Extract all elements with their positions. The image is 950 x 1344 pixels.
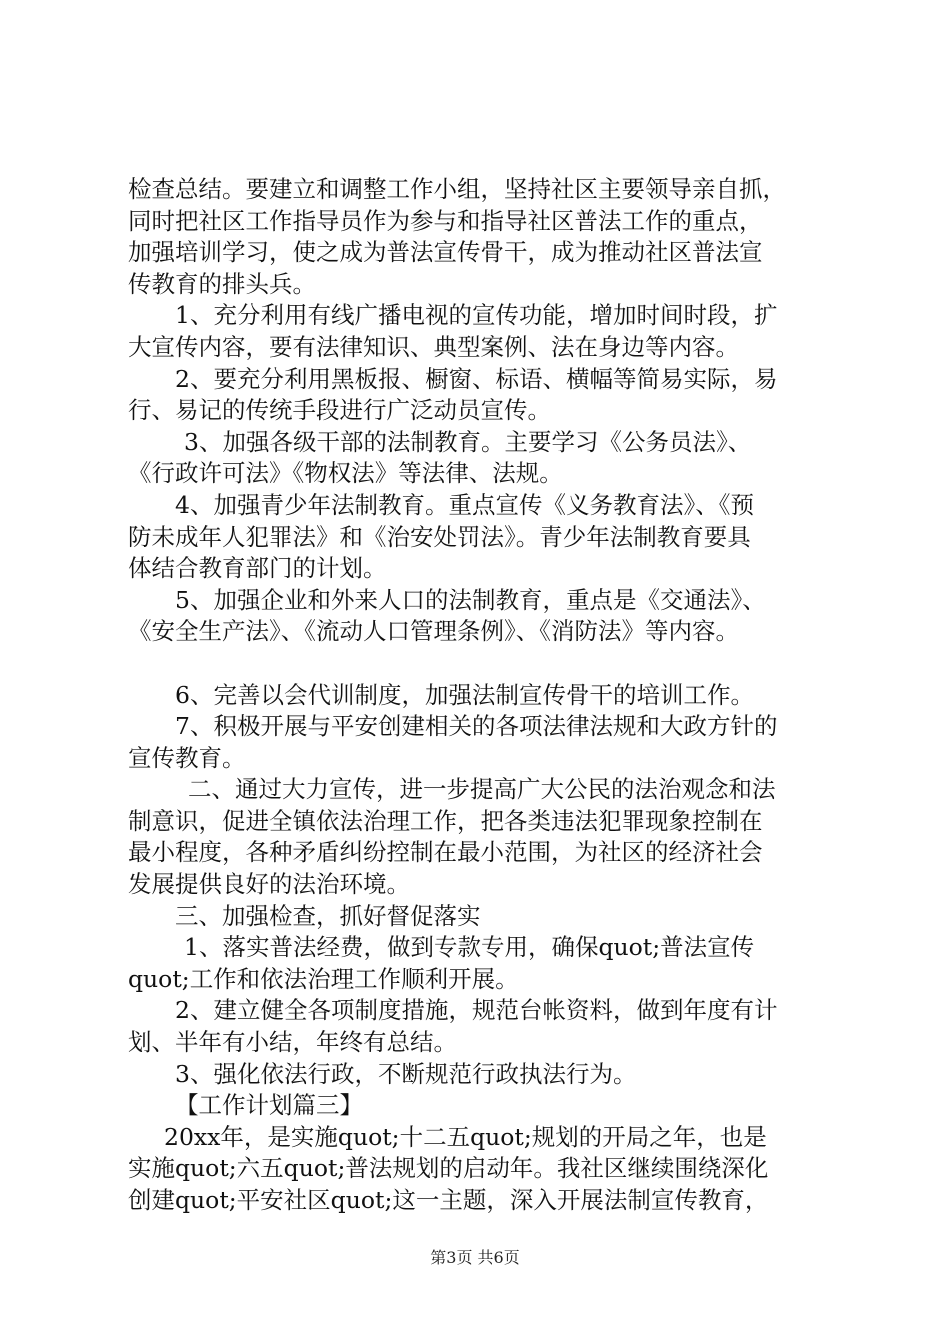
text-line: 创建quot;平安社区quot;这一主题，深入开展法制宣传教育， [128,1186,769,1214]
text-line: 3、加强各级干部的法制教育。主要学习《公务员法》、 [184,427,752,456]
text-line: 6、完善以会代训制度，加强法制宣传骨干的培训工作。 [175,680,754,709]
text-line: 1、落实普法经费，做到专款专用，确保quot;普法宣传 [184,933,755,962]
text-line: 制意识，促进全镇依法治理工作，把各类违法犯罪现象控制在 [128,806,763,835]
paragraph-gap [128,648,848,680]
text-line: 1、充分利用有线广播电视的宣传功能，增加时间时段，扩 [175,301,778,330]
text-line: 检查总结。要建立和调整工作小组，坚持社区主要领导亲自抓， [128,175,786,203]
text-line: 划、半年有小结，年终有总结。 [128,1028,457,1057]
text-line: 体结合教育部门的计划。 [128,554,387,583]
text-line: 3、强化依法行政，不断规范行政执法行为。 [175,1059,637,1088]
text-line: 最小程度，各种矛盾纠纷控制在最小范围，为社区的经济社会 [128,838,763,867]
text-line: 《安全生产法》、《流动人口管理条例》、《消防法》等内容。 [128,617,739,646]
text-line: 大宣传内容，要有法律知识、典型案例、法在身边等内容。 [128,332,739,361]
text-line: 行、易记的传统手段进行广泛动员宣传。 [128,396,551,425]
text-line: 传教育的排头兵。 [128,269,316,298]
text-line: 5、加强企业和外来人口的法制教育，重点是《交通法》、 [175,585,766,614]
text-line: 加强培训学习，使之成为普法宣传骨干，成为推动社区普法宣 [128,238,763,267]
text-line: 实施quot;六五quot;普法规划的启动年。我社区继续围绕深化 [128,1154,769,1183]
text-line: 宣传教育。 [128,743,246,772]
text-line: 二、通过大力宣传，进一步提高广大公民的法治观念和法 [188,775,776,804]
text-line: 4、加强青少年法制教育。重点宣传《义务教育法》、《预 [175,490,754,519]
text-line: 2、建立健全各项制度措施，规范台帐资料，做到年度有计 [175,996,778,1025]
text-line: 7、积极开展与平安创建相关的各项法律法规和大政方针的 [175,712,778,741]
text-line: 20xx年，是实施quot;十二五quot;规划的开局之年，也是 [164,1122,767,1151]
text-line: 发展提供良好的法治环境。 [128,870,410,899]
page-number: 第3页 共6页 [430,1248,520,1267]
text-line: 同时把社区工作指导员作为参与和指导社区普法工作的重点， [128,206,763,235]
text-line: quot;工作和依法治理工作顺利开展。 [128,964,519,993]
document-body [128,174,848,1217]
text-line: 防未成年人犯罪法》和《治安处罚法》。青少年法制教育要具 [128,522,751,551]
text-line: 三、加强检查，抓好督促落实 [175,901,481,930]
text-line: 《行政许可法》《物权法》等法律、法规。 [128,459,563,488]
section-heading: 【工作计划篇三】 [175,1091,363,1120]
text-line: 2、要充分利用黑板报、橱窗、标语、横幅等简易实际，易 [175,364,778,393]
